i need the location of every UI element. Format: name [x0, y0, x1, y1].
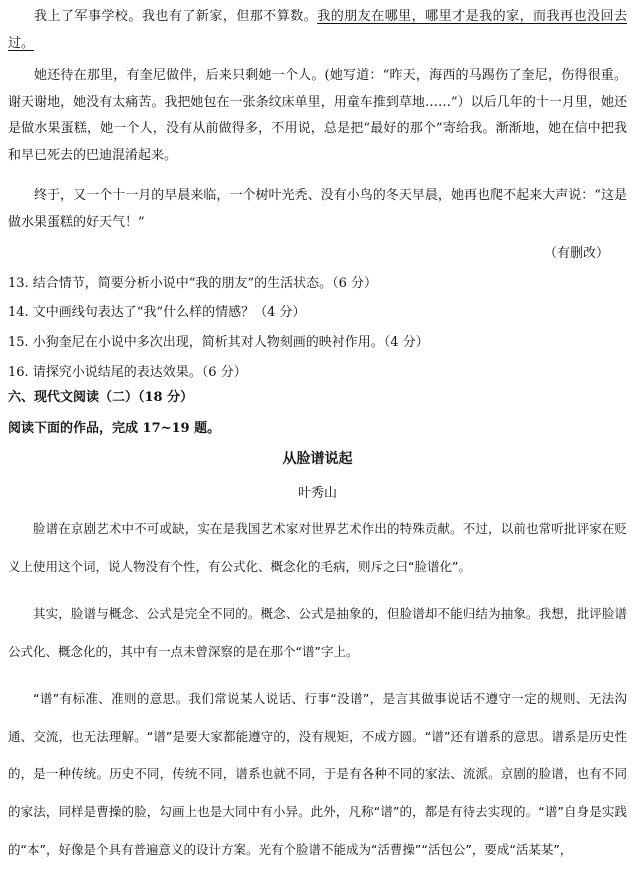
edit-note: （有删改） — [543, 246, 609, 261]
article-title: 从脸谱说起 — [282, 451, 353, 467]
story-paragraph-2: 她还待在那里，有奎尼做伴，后来只剩她一个人。(她写道：“昨天，海西的马踢伤了奎尼，伤得很重。谢天谢地，她没有太痛苦。我把她包在一张条纹床单里，用童车推到草地……”）以后几年的十一月里，她还是做水果蛋糕，她一个人，没有从前做得多，不用说，总是把“最好的那个”寄给我。渐渐地，她在信中把我和早已死去的巴迪混淆起来。 — [8, 68, 627, 163]
question-14: 14. 文中画线句表达了“我”什么样的情感？（4 分） — [8, 305, 306, 320]
article-paragraph-1: 脸谱在京剧艺术中不可或缺，实在是我国艺术家对世界艺术作出的特殊贡献。不过，以前也常听批评家在贬义上使用这个词，说人物没有个性，有公式化、概念化的毛病，则斥之曰“脸谱化”。 — [8, 521, 627, 574]
article-paragraph-2: 其实，脸谱与概念、公式是完全不同的。概念、公式是抽象的，但脸谱却不能归结为抽象。我想，批评脸谱公式化、概念化的，其中有一点未曾深察的是在那个“谱”字上。 — [8, 606, 627, 659]
question-16: 16. 请探究小说结尾的表达效果。（6 分） — [8, 365, 247, 380]
section-instruction: 阅读下面的作品，完成 17~19 题。 — [8, 421, 221, 436]
story-paragraph-3: 终于，又一个十一月的早晨来临，一个树叶光秃、没有小鸟的冬天早晨，她再也爬不起来大声说：“这是做水果蛋糕的好天气！” — [8, 188, 627, 230]
underlined-sentence: 我的朋友在哪里，哪里才是我的家，而我再也没回去过。 — [8, 9, 627, 51]
story-paragraph-1-text: 我上了军事学校。我也有了新家，但那不算数。 — [34, 9, 318, 24]
section-heading: 六、现代文阅读（二）（18 分） — [8, 390, 194, 405]
question-13: 13. 结合情节，简要分析小说中“我的朋友”的生活状态。（6 分） — [8, 276, 378, 291]
article-paragraph-3: “谱”有标准、准则的意思。我们常说某人说话、行事“没谱”，是言其做事说话不遵守一定的规则、无法沟通、交流，也无法理解。“谱”是要大家都能遵守的，没有规矩，不成方圆。“谱”还有谱系的意思。谱系是历史性的，是一种传统。历史不同，传统不同，谱系也就不同，于是有各种不同的家法、流派。京剧的脸谱，也有不同的家法，同样是曹操的脸，勾画上也是大同中有小异。此外，凡称“谱”的，都是有待去实现的。“谱”自身是实践的“本”，好像是个具有普遍意义的设计方案。光有个脸谱不能成为“活曹操”“活包公”，要成“活某某”， — [8, 691, 627, 857]
article-author: 叶秀山 — [297, 486, 337, 501]
question-15: 15. 小狗奎尼在小说中多次出现，简析其对人物刻画的映衬作用。（4 分） — [8, 335, 429, 350]
story-paragraph-1 — [8, 4, 627, 57]
